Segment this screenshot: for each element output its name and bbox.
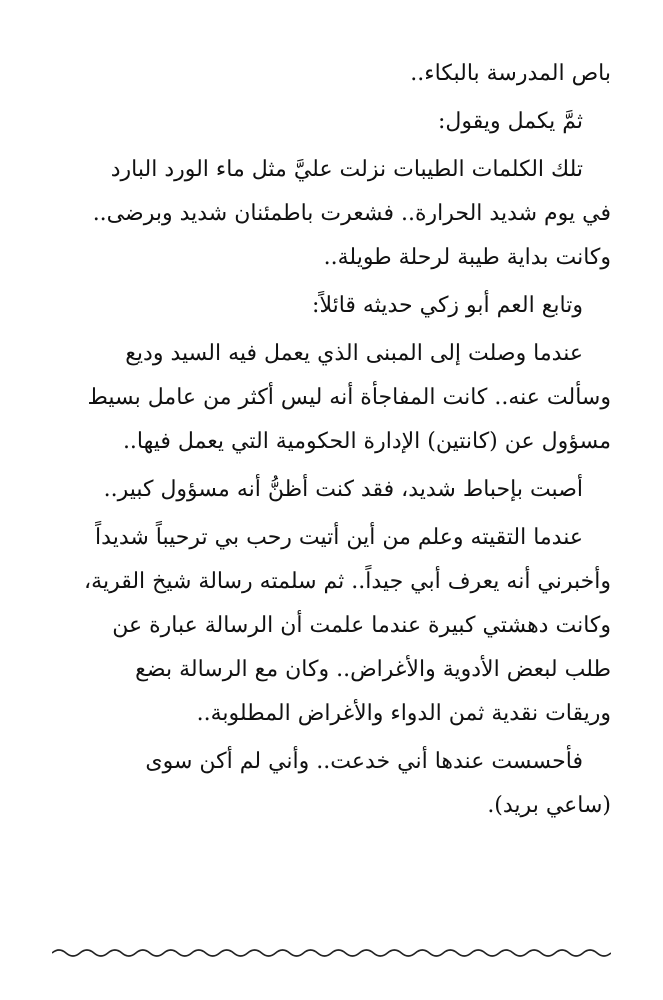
text-line: وأخبرني أنه يعرف أبي جيداً.. ثم سلمته رسالة شيخ القرية، [84, 569, 611, 594]
paragraph-6 [52, 468, 611, 512]
paragraph-5 [52, 332, 611, 464]
text-line: وكانت دهشتي كبيرة عندما علمت أن الرسالة عبارة عن [112, 613, 611, 638]
paragraph-3 [52, 148, 611, 280]
text-line: أصبت بإحباط شديد، فقد كنت أظنُّ أنه مسؤول كبير.. [103, 477, 583, 502]
text-line: وتابع العم أبو زكي حديثه قائلاً: [312, 293, 583, 318]
text-line: مسؤول عن (كانتين) الإدارة الحكومية التي يعمل فيها.. [122, 429, 611, 454]
text-line: ثمَّ يكمل ويقول: [437, 109, 583, 134]
paragraph-1 [52, 52, 611, 96]
paragraph-7 [52, 516, 611, 736]
page-text [52, 52, 611, 828]
text-line: طلب لبعض الأدوية والأغراض.. وكان مع الرسالة بضع [135, 657, 611, 682]
paragraph-8 [52, 740, 611, 828]
wavy-divider [52, 945, 611, 961]
text-line: وسألت عنه.. كانت المفاجأة أنه ليس أكثر من عامل بسيط [87, 385, 611, 410]
text-line: وريقات نقدية ثمن الدواء والأغراض المطلوبة.. [196, 701, 611, 726]
wavy-line-icon [52, 945, 611, 961]
text-line: عندما وصلت إلى المبنى الذي يعمل فيه السيد وديع [125, 341, 583, 366]
paragraph-4 [52, 284, 611, 328]
text-line: تلك الكلمات الطيبات نزلت عليَّ مثل ماء الورد البارد [110, 157, 583, 182]
text-line: فأحسست عندها أني خدعت.. وأني لم أكن سوى [145, 749, 583, 774]
paragraph-2 [52, 100, 611, 144]
text-line: (ساعي بريد). [487, 793, 611, 818]
text-line: عندما التقيته وعلم من أين أتيت رحب بي ترحيباً شديداً [95, 525, 583, 550]
text-line: في يوم شديد الحرارة.. فشعرت باطمئنان شديد وبرضى.. [92, 201, 611, 226]
text-line: باص المدرسة بالبكاء.. [410, 61, 611, 86]
text-line: وكانت بداية طيبة لرحلة طويلة.. [323, 245, 611, 270]
